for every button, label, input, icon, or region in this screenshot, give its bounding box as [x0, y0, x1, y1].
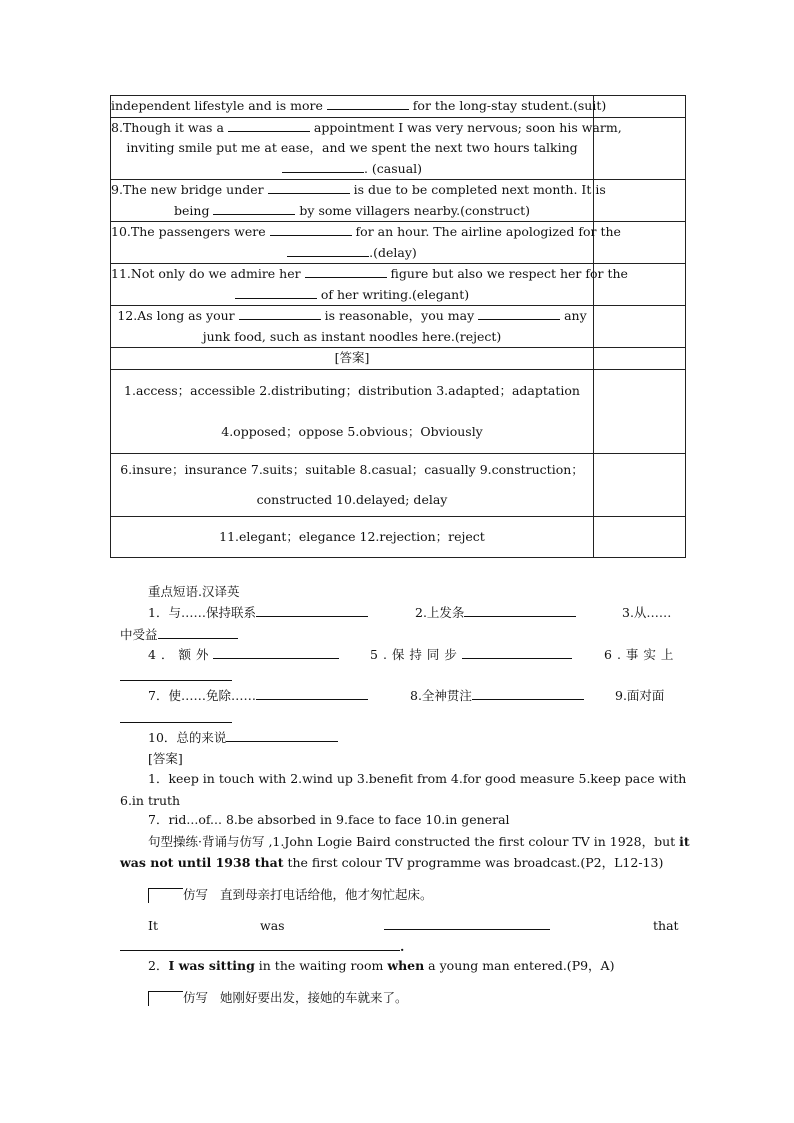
question-text: 12.As long as your — [117, 308, 239, 323]
phrase-5: 5.保持同步 — [370, 646, 572, 664]
answer-column-cell — [594, 453, 686, 516]
answer-blank[interactable] — [282, 161, 364, 173]
answer-blank[interactable] — [327, 98, 409, 110]
phrases-answer-line-1: 1．keep in touch with 2.wind up 3.benefit from 4.for good measure 5.keep pace with — [148, 771, 687, 786]
phrases-answer-line-3: 7．rid...of... 8.be absorbed in 9.face to face 10.in general — [148, 812, 510, 827]
answer-blank[interactable] — [228, 120, 310, 132]
answer-line: 11.elegant；elegance 12.rejection；reject — [219, 528, 485, 544]
phrase-8: 8.全神贯注 — [410, 687, 584, 705]
answer-column-cell — [594, 369, 686, 453]
bracket-mark — [148, 991, 183, 1006]
question-line — [111, 96, 607, 117]
question-text: .(delay) — [369, 244, 417, 260]
answer-blank[interactable] — [239, 308, 321, 320]
phrases-answer-header: [答案] — [148, 751, 183, 766]
answer-column-cell — [594, 180, 686, 222]
question-text: any — [560, 308, 587, 323]
answer-column-cell — [594, 348, 686, 370]
answer-column-cell — [594, 516, 686, 557]
question-text: 9.The new bridge under — [111, 182, 268, 197]
answer-line: 4.opposed；oppose 5.obvious；Obviously — [221, 423, 483, 439]
answer-column-cell — [594, 306, 686, 348]
question-line — [111, 327, 593, 348]
question-text: by some villagers nearby.(construct) — [295, 202, 530, 218]
phrase-10: 10．总的来说 — [148, 729, 338, 747]
question-text: inviting smile put me at ease，and we spent the next two hours talking — [126, 140, 578, 155]
answer-row — [111, 453, 686, 516]
answer-blank[interactable] — [235, 287, 317, 299]
pattern-sentence-1-cont: was not until 1938 that the first colour TV programme was broadcast.(P2，L12-13) — [120, 855, 664, 870]
answer-blank[interactable] — [270, 224, 352, 236]
exercise-row — [111, 96, 686, 118]
exercise-row — [111, 306, 686, 348]
answer-column-cell — [594, 96, 686, 118]
question-text: of her writing.(elegant) — [316, 286, 470, 302]
phrase-7: 7．使……免除…… — [148, 687, 368, 705]
imitate-1-that: that — [653, 918, 679, 933]
phrases-title: 重点短语.汉译英 — [148, 584, 240, 599]
question-line — [111, 138, 593, 159]
question-line — [111, 201, 593, 222]
exercise-question — [111, 264, 628, 306]
imitate-2: 仿写 她刚好要出发，接她的车就来了。 — [148, 989, 407, 1007]
exercise-question — [111, 306, 594, 348]
exercise-row — [111, 264, 686, 306]
answer-header-row — [111, 348, 686, 370]
question-text: being — [174, 202, 214, 218]
imitate-1-it: It — [148, 918, 158, 933]
exercise-question — [111, 96, 607, 118]
question-line — [111, 222, 621, 243]
phrase-4: 4．额外 — [148, 646, 339, 664]
question-text: 8.Though it was a — [111, 119, 228, 135]
answer-line: 1.access；accessible 2.distributing；distribution 3.adapted；adaptation — [124, 382, 580, 398]
question-line — [111, 264, 628, 285]
question-line — [111, 243, 593, 264]
phrase-3-cont: 中受益 — [120, 626, 238, 644]
phrase-3: 3.从…… — [622, 605, 672, 620]
answer-line: 6.insure；insurance 7.suits；suitable 8.casual；casually 9.construction； — [120, 461, 584, 477]
pattern-sentence-1: 句型操练·背诵与仿写 ,1.John Logie Baird constructed the first colour TV in 1928，but it — [148, 834, 690, 849]
question-text: for the long-stay student.(suit) — [408, 98, 607, 113]
question-text: for an hour. The airline apologized for the — [351, 224, 621, 239]
question-line — [111, 118, 622, 139]
answer-blank[interactable] — [478, 308, 560, 320]
exercise-row — [111, 180, 686, 222]
question-text: independent lifestyle and is more — [111, 98, 327, 113]
question-line — [111, 180, 606, 201]
question-text: figure but also we respect her for the — [386, 266, 628, 281]
answer-cell — [111, 453, 594, 516]
question-line — [111, 159, 593, 180]
question-text: is reasonable，you may — [320, 308, 479, 323]
question-text: appointment I was very nervous; soon his warm, — [309, 119, 622, 135]
phrase-6-blank — [120, 668, 232, 686]
pattern-sentence-2: 2．I was sitting in the waiting room when a young man entered.(P9，A) — [148, 958, 615, 973]
answer-blank[interactable] — [305, 266, 387, 278]
exercise-question — [111, 222, 621, 264]
question-text: . (casual) — [363, 160, 423, 176]
answer-cell — [111, 516, 594, 557]
answer-blank[interactable] — [213, 203, 295, 215]
exercise-question — [111, 117, 622, 180]
imitate-1-blank-2: . — [120, 938, 404, 956]
imitate-1: 仿写 直到母亲打电话给他，他才匆忙起床。 — [148, 886, 432, 904]
answer-row — [111, 516, 686, 557]
exercise-question — [111, 180, 606, 222]
answer-line: constructed 10.delayed; delay — [256, 491, 448, 507]
question-text: junk food, such as instant noodles here.(reject) — [202, 328, 502, 344]
answer-header: [答案] — [111, 348, 594, 370]
phrases-answer-line-2: 6.in truth — [120, 793, 181, 808]
answer-blank[interactable] — [268, 182, 350, 194]
bracket-mark — [148, 888, 183, 903]
exercise-table — [110, 95, 686, 558]
phrase-1: 1．与……保持联系 — [148, 604, 368, 622]
answer-cell — [111, 369, 594, 453]
imitate-1-blank-1 — [384, 917, 550, 935]
phrase-2: 2.上发条 — [415, 604, 576, 622]
question-line — [111, 285, 593, 306]
phrase-9-blank — [120, 710, 232, 728]
question-text: 10.The passengers were — [111, 224, 270, 239]
answer-row — [111, 369, 686, 453]
phrase-9: 9.面对面 — [615, 688, 665, 703]
exercise-row — [111, 117, 686, 180]
exercise-row — [111, 222, 686, 264]
question-line — [111, 306, 593, 327]
question-text: 11.Not only do we admire her — [111, 266, 305, 281]
phrase-6: 6.事实上 — [604, 647, 679, 662]
answer-blank[interactable] — [287, 245, 369, 257]
question-text: is due to be completed next month. It is — [349, 182, 606, 197]
imitate-1-was: was — [260, 918, 285, 933]
